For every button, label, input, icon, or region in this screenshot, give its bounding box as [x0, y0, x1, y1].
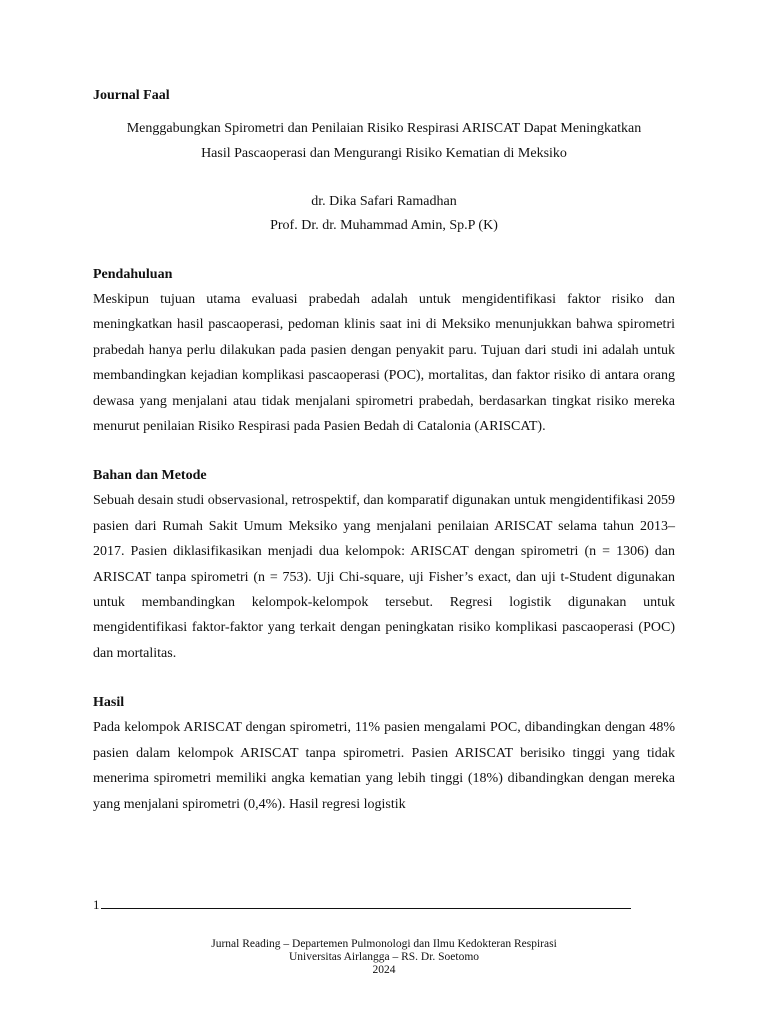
section-text: Meskipun tujuan utama evaluasi prabedah adalah untuk mengidentifikasi faktor risiko dan meningkatkan hasil pascaoperasi, pedoman klinis saat ini di Meksiko menunjukkan bahwa spirometri prabedah hanya perlu dilakukan pada pasien dengan penyakit paru. Tujuan dari studi ini adalah untuk membandingkan kejadian komplikasi pascaoperasi (POC), mortalitas, dan faktor risiko di antara orang dewasa yang menjalani atau tidak menjalani spirometri prabedah, berdasarkan tingkat risiko mereka menurut penilaian Risiko Respirasi pada Pasien Bedah di Catalonia (ARISCAT).	[93, 292, 675, 435]
title-line-1: Menggabungkan Spirometri dan Penilaian Risiko Respirasi ARISCAT Dapat Meningkatkan	[126, 121, 642, 136]
section-heading: Hasil	[93, 695, 125, 711]
section-text: Pada kelompok ARISCAT dengan spirometri, 11% pasien mengalami POC, dibandingkan dengan 48% pasien dalam kelompok ARISCAT tanpa spirometri. Pasien ARISCAT berisiko tinggi yang tidak menerima spirometri memiliki angka kematian yang lebih tinggi (18%) dibandingkan dengan mereka yang menjalani spirometri (0,4%). Hasil regresi logistik	[93, 720, 675, 812]
section-bahan-dan-metode	[93, 463, 675, 666]
author-1: dr. Dika Safari Ramadhan	[311, 194, 457, 209]
page-footer	[0, 938, 768, 977]
title-line-2: Hasil Pascaoperasi dan Mengurangi Risiko Kematian di Meksiko	[201, 146, 567, 161]
footer-year: 2024	[372, 964, 396, 976]
author-2: Prof. Dr. dr. Muhammad Amin, Sp.P (K)	[270, 218, 498, 233]
section-pendahuluan	[93, 262, 675, 439]
page-content	[93, 86, 675, 817]
footer-institution: Universitas Airlangga – RS. Dr. Soetomo	[288, 951, 480, 963]
section-heading: Pendahuluan	[93, 267, 173, 282]
article-title	[93, 116, 675, 166]
footnote-number: 1	[93, 897, 100, 912]
section-hasil	[93, 690, 675, 817]
journal-label: Journal Faal	[93, 88, 170, 103]
section-heading: Bahan dan Metode	[93, 468, 207, 484]
footer-department: Jurnal Reading – Departemen Pulmonologi dan Ilmu Kedokteran Respirasi	[211, 938, 557, 950]
section-text: Sebuah desain studi observasional, retrospektif, dan komparatif digunakan untuk mengidentifikasi 2059 pasien dari Rumah Sakit Umum Meksiko yang menjalani penilaian ARISCAT selama tahun 2013–2017. Pasien diklasifikasikan menjadi dua kelompok: ARISCAT dengan spirometri (n = 1306) dan ARISCAT tanpa spirometri (n = 753). Uji Chi-square, uji Fisher’s exact, dan uji t-Student digunakan untuk membandingkan kelompok-kelompok tersebut. Regresi logistik digunakan untuk mengidentifikasi faktor-faktor yang terkait dengan peningkatan risiko komplikasi pascaoperasi (POC) dan mortalitas.	[93, 493, 675, 661]
footnote-divider	[101, 908, 631, 909]
footnote-block	[93, 896, 631, 914]
author-list	[93, 190, 675, 238]
